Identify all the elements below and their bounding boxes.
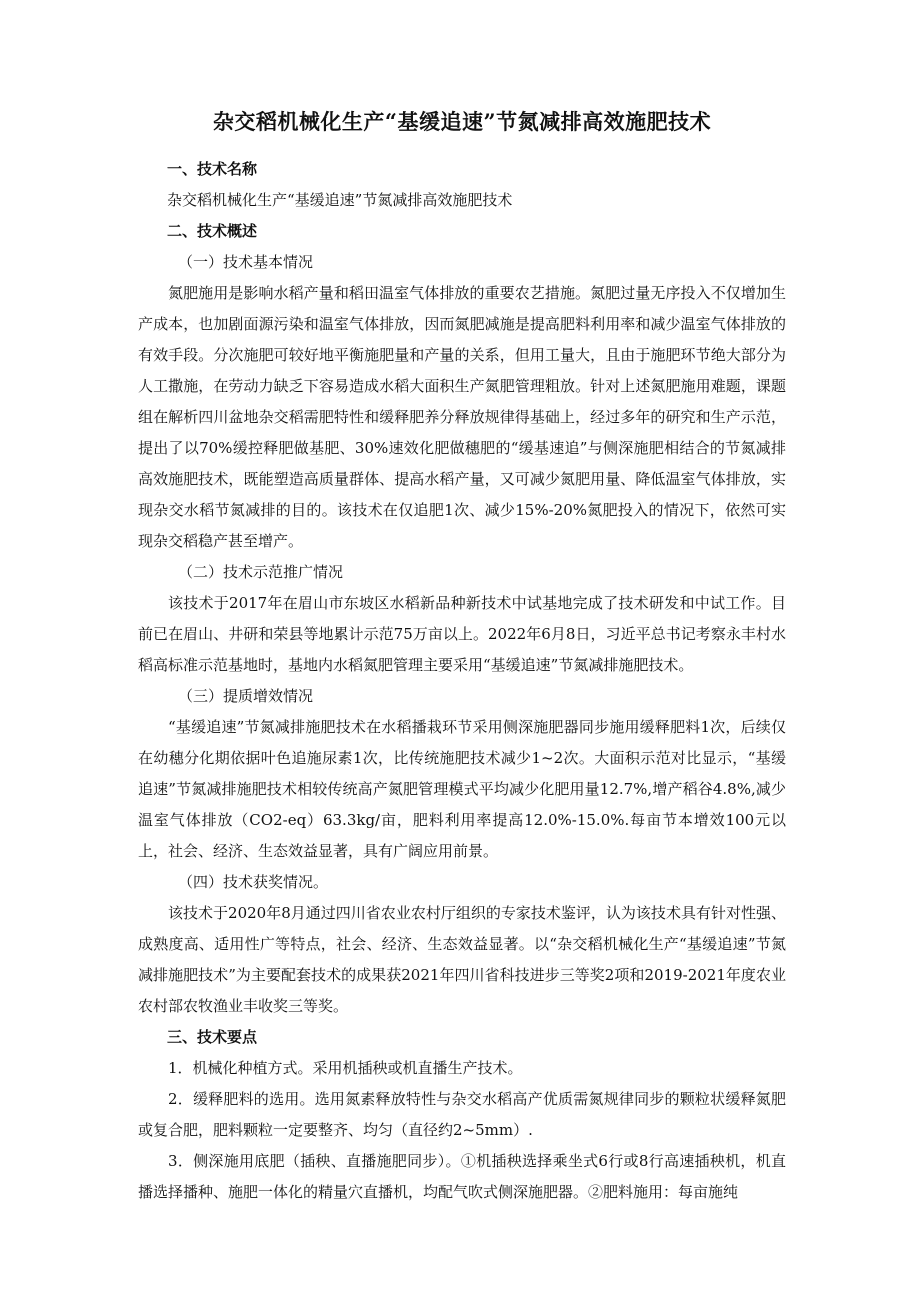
- paragraph-basic-situation: 氮肥施用是影响水稻产量和稻田温室气体排放的重要农艺措施。氮肥过量无序投入不仅增加生产成本，也加剧面源污染和温室气体排放，因而氮肥减施是提高肥料利用率和减少温室气体排放的有效手段。分次施肥可较好地平衡施肥量和产量的关系，但用工量大，且由于施肥环节绝大部分为人工撒施，在劳动力缺乏下容易造成水稻大面积生产氮肥管理粗放。针对上述氮肥施用难题，课题组在解析四川盆地杂交稻需肥特性和缓释肥养分释放规律得基础上，经过多年的研究和生产示范，提出了以70%缓控释肥做基肥、30%速效化肥做穗肥的“缓基速追”与侧深施肥相结合的节氮减排高效施肥技术，既能塑造高质量群体、提高水稻产量，又可减少氮肥用量、降低温室气体排放，实现杂交水稻节氮减排的目的。该技术在仅追肥1次、减少15%-20%氮肥投入的情况下，依然可实现杂交稻稳产甚至增产。: [138, 284, 786, 550]
- subheading-awards: （四）技术获奖情况。: [178, 873, 329, 891]
- key-point-2: 2．缓释肥料的选用。选用氮素释放特性与杂交水稻高产优质需氮规律同步的颗粒状缓释氮肥或复合肥，肥料颗粒一定要整齐、均匀（直径约2~5mm）.: [138, 1090, 786, 1139]
- section-heading-key-points: 三、技术要点: [167, 1028, 258, 1046]
- subheading-basic-situation: （一）技术基本情况: [178, 253, 314, 271]
- section-heading-technology-name: 一、技术名称: [167, 160, 258, 178]
- technology-name-text: 杂交稻机械化生产“基缓追速”节氮减排高效施肥技术: [167, 191, 513, 209]
- subheading-demonstration: （二）技术示范推广情况: [178, 563, 344, 581]
- document-title: 杂交稻机械化生产“基缓追速”节氮减排高效施肥技术: [212, 109, 712, 134]
- section-heading-overview: 二、技术概述: [167, 222, 258, 240]
- key-point-3: 3．侧深施用底肥（插秧、直播施肥同步）。①机插秧选择乘坐式6行或8行高速插秧机，机直播选择播种、施肥一体化的精量穴直播机，均配气吹式侧深施肥器。②肥料施用：每亩施纯: [138, 1152, 786, 1201]
- document-page: [138, 108, 786, 1208]
- paragraph-demonstration: 该技术于2017年在眉山市东坡区水稻新品种新技术中试基地完成了技术研发和中试工作。目前已在眉山、井研和荣县等地累计示范75万亩以上。2022年6月8日，习近平总书记考察永丰村水稻高标准示范基地时，基地内水稻氮肥管理主要采用“基缓追速”节氮减排施肥技术。: [138, 594, 786, 674]
- subheading-quality-efficiency: （三）提质增效情况: [178, 687, 314, 705]
- key-point-1: 1．机械化种植方式。采用机插秧或机直播生产技术。: [168, 1059, 523, 1077]
- paragraph-awards: 该技术于2020年8月通过四川省农业农村厅组织的专家技术鉴评，认为该技术具有针对性强、成熟度高、适用性广等特点，社会、经济、生态效益显著。以“杂交稻机械化生产“基缓追速”节氮减排施肥技术”为主要配套技术的成果获2021年四川省科技进步三等奖2项和2019-2021年度农业农村部农牧渔业丰收奖三等奖。: [138, 904, 786, 1015]
- paragraph-quality-efficiency: “基缓追速”节氮减排施肥技术在水稻播栽环节采用侧深施肥器同步施用缓释肥料1次，后续仅在幼穗分化期依据叶色追施尿素1次，比传统施肥技术减少1~2次。大面积示范对比显示，“基缓追速”节氮减排施肥技术相较传统高产氮肥管理模式平均减少化肥用量12.7%,增产稻谷4.8%,减少温室气体排放（CO2-eq）63.3kg/亩，肥料利用率提高12.0%-15.0%.每亩节本增效100元以上，社会、经济、生态效益显著，具有广阔应用前景。: [138, 718, 786, 860]
